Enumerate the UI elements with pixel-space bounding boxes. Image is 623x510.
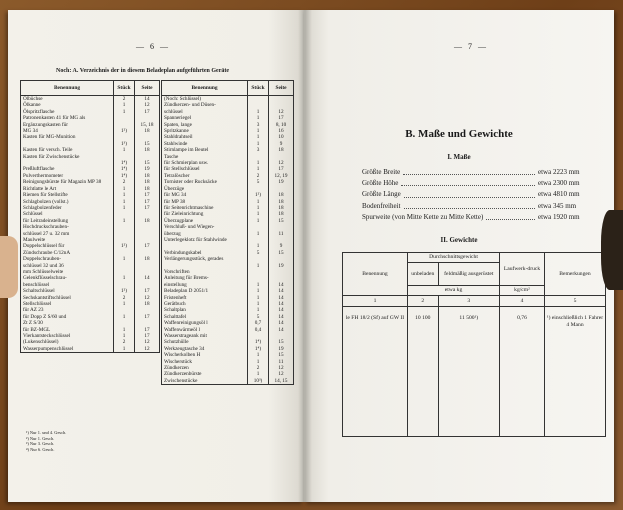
item-name: Schlagbolzenfeder	[21, 205, 114, 211]
inventory-table-b	[161, 80, 294, 385]
item-count: 1⁴)	[114, 173, 135, 179]
col-seite: Seite	[135, 81, 160, 96]
dimension-row	[362, 189, 592, 200]
header-unit: kg/cm²	[500, 286, 545, 296]
col-stueck: Stück	[114, 81, 135, 96]
item-name: Waffenwärmeöl l	[162, 327, 248, 333]
item-name: Kasten für versch. Teile	[21, 147, 114, 153]
item-page	[269, 96, 294, 103]
dimension-label: Größte Länge	[362, 190, 401, 199]
item-name: Verschluß- und Wiegen-	[162, 224, 248, 230]
item-count: 2	[248, 365, 269, 371]
col-benennung: Benennung	[21, 81, 114, 96]
item-page: 17	[135, 199, 160, 205]
item-page: 12	[135, 339, 160, 345]
row-feldmaessig: 11 500¹)	[438, 307, 499, 437]
item-name: Stirnlampe im Beutel	[162, 147, 248, 153]
item-count: 1³)	[114, 141, 135, 147]
item-name: Zündkerzenbürste	[162, 371, 248, 377]
item-name: Stellschlüssel	[21, 301, 114, 307]
item-count: 1	[114, 218, 135, 224]
item-page: 14	[135, 275, 160, 281]
item-page: 12	[269, 160, 294, 166]
item-page: 17	[135, 192, 160, 198]
table-row	[21, 96, 160, 103]
item-name: für Leitradeinstellung	[21, 218, 114, 224]
item-page: 15	[135, 160, 160, 166]
item-name: schlüssel 32 und 36	[21, 263, 114, 269]
item-name: Fristenheft	[162, 295, 248, 301]
item-count: 3	[248, 147, 269, 153]
item-count: 3	[248, 122, 269, 128]
holding-finger	[0, 236, 18, 298]
item-count: 1	[114, 109, 135, 115]
item-name: Anleitung für Brems-	[162, 275, 248, 281]
item-name: für BZ-MGL	[21, 327, 114, 333]
dimension-row	[362, 178, 592, 189]
item-name: MG 34	[21, 128, 114, 134]
item-page: 18	[269, 199, 294, 205]
subsection-title-masse: I. Maße	[447, 153, 471, 161]
item-name: für MG 34	[162, 192, 248, 198]
footnotes	[26, 430, 66, 452]
item-count: 1	[114, 102, 135, 108]
item-page: 15	[269, 339, 294, 345]
dimension-label: Größte Breite	[362, 168, 401, 176]
item-page: 19	[269, 263, 294, 269]
item-name: Wasserpumpenschlüssel	[21, 346, 114, 353]
footnote: ¹) Nur 1. und 4. Gesch.	[26, 430, 67, 435]
item-page: 17	[135, 109, 160, 115]
dimension-label: Bodenfreiheit	[362, 201, 401, 210]
item-count: 1²)	[248, 192, 269, 198]
footnote: ³) Nur 3. Gesch.	[26, 441, 55, 447]
right-page	[304, 10, 614, 502]
item-page: 14	[269, 301, 294, 307]
item-name: Schaltschlüssel	[21, 288, 114, 294]
dimension-row	[362, 201, 592, 212]
item-name: Zündschraube C/12nA	[21, 250, 114, 256]
item-page: 18	[135, 301, 160, 307]
item-name: Pulverthermometer	[21, 173, 114, 179]
item-count: 10³)	[248, 378, 269, 385]
item-count: 1	[248, 218, 269, 224]
inventory-table-a	[20, 80, 160, 353]
dimension-label: Größte Höhe	[362, 179, 399, 188]
dimension-row	[362, 212, 592, 223]
row-bemerkungen: ¹) einschließlich 1 Fahrer 4 Mann	[545, 307, 606, 437]
item-page: 15	[269, 352, 294, 358]
item-count: 0,7	[248, 320, 269, 326]
item-name: Überzugplane	[162, 218, 248, 224]
item-count: 5	[248, 250, 269, 256]
item-count: 1	[248, 295, 269, 301]
item-count: 1	[248, 263, 269, 269]
item-count: 1	[248, 128, 269, 134]
item-count: 1	[114, 192, 135, 198]
section-title: B. Maße und Gewichte	[405, 128, 513, 140]
item-page: 16	[269, 128, 294, 134]
header-unbeladen: unbeladen	[408, 263, 439, 286]
item-name: für Seitenrichtmaschine	[162, 205, 248, 211]
header-etwa-kg: etwa kg	[408, 286, 500, 296]
item-name: Ölbüchse	[21, 96, 114, 103]
item-name: Patronenkasten 41 für MG als	[21, 115, 114, 121]
item-page: 11	[269, 231, 294, 237]
item-page: 17	[135, 205, 160, 211]
item-name: Preßluftflasche	[21, 166, 114, 172]
item-page: 11	[269, 359, 294, 365]
dimension-value: etwa 1920 mm	[538, 212, 580, 221]
dimension-value: etwa 2300 mm	[538, 179, 580, 188]
table-row	[162, 378, 294, 385]
item-count: 1	[248, 141, 269, 147]
item-count: 1	[114, 205, 135, 211]
item-count: 1	[248, 199, 269, 205]
header-durchschnitt: Durchschnittsgewicht	[408, 253, 500, 263]
item-page: 18	[135, 128, 160, 134]
item-name: Überzüge	[162, 186, 248, 192]
dark-object-edge	[601, 210, 623, 290]
leader-dots	[486, 212, 535, 220]
item-count: 1	[248, 211, 269, 217]
item-page: 17	[135, 314, 160, 320]
item-count: 1²)	[114, 128, 135, 134]
leader-dots	[404, 189, 535, 197]
item-name: Maulweite	[21, 237, 114, 243]
dimension-value: etwa 4810 mm	[538, 190, 580, 199]
item-name: Schaltplan	[162, 307, 248, 313]
header-benennung: Benennung	[343, 253, 408, 296]
leader-dots	[403, 167, 535, 175]
item-count: 1	[248, 301, 269, 307]
col-number: 2	[408, 296, 439, 307]
item-count: 1	[114, 199, 135, 205]
item-page: 8, 10	[269, 122, 294, 128]
item-count: 5	[248, 314, 269, 320]
item-page: 12	[135, 102, 160, 108]
item-page: 18	[269, 192, 294, 198]
col-number: 4	[500, 296, 545, 307]
table-row	[21, 346, 160, 353]
item-name: für MP 38	[162, 199, 248, 205]
item-count: 2	[114, 339, 135, 345]
item-page: 14	[269, 327, 294, 333]
item-name: Unterlegeklotz für Stahlwinde	[162, 237, 248, 243]
item-page: 14	[269, 288, 294, 294]
item-page: 17	[135, 288, 160, 294]
leader-dots	[401, 178, 535, 186]
item-count: 2	[114, 179, 135, 185]
item-name: Richtlatte le Art	[21, 186, 114, 192]
item-count: 1²)	[114, 243, 135, 249]
item-page: 14	[269, 295, 294, 301]
item-name: schlüssel	[162, 109, 248, 115]
item-count: 1	[114, 314, 135, 320]
footnote: ⁴) Nur 6. Gesch.	[26, 446, 55, 452]
item-page: 18	[135, 147, 160, 153]
item-page: 14, 15	[269, 378, 294, 385]
item-name: Verlängerungsstück, gerades	[162, 256, 248, 262]
item-count: 2	[114, 295, 135, 301]
item-name: Werkzeugtasche 34	[162, 346, 248, 352]
col-stueck: Stück	[248, 81, 269, 96]
item-count: 1	[114, 333, 135, 339]
item-name: einstellung	[162, 282, 248, 288]
item-page: 14	[269, 314, 294, 320]
item-count: 1	[248, 160, 269, 166]
item-name: Wasserstrageank mit	[162, 333, 248, 339]
item-page: 18	[269, 205, 294, 211]
item-page: 12	[269, 365, 294, 371]
item-page: 12	[269, 109, 294, 115]
row-unbeladen: 10 100	[408, 307, 439, 437]
dimensions-list	[362, 167, 592, 223]
item-count: 1	[248, 231, 269, 237]
row-laufwerk: 0,76	[500, 307, 545, 437]
open-book	[8, 10, 614, 502]
item-count: 1	[114, 301, 135, 307]
item-page: 12	[269, 371, 294, 377]
item-name: Vierkantsteckschlüssel	[21, 333, 114, 339]
item-count: 2	[114, 96, 135, 103]
item-name: Wischerkolben H	[162, 352, 248, 358]
leader-dots	[404, 201, 536, 209]
item-name: Tasche	[162, 154, 248, 160]
item-name: Wischerstück	[162, 359, 248, 365]
page-number: — 7 —	[454, 42, 488, 51]
item-name: Spritzkanne	[162, 128, 248, 134]
weight-table	[342, 252, 606, 437]
item-name: Doppelschlüssel für	[21, 243, 114, 249]
item-page: 18	[269, 211, 294, 217]
item-name: Zündkerzen- und Düsen-	[162, 102, 248, 108]
inventory-heading: Noch: A. Verzeichnis der in diesem Beladeplan aufgeführten Geräte	[56, 68, 230, 74]
item-name: Schlüssel	[21, 211, 114, 217]
item-count: 1⁴)	[248, 346, 269, 352]
item-page: 14	[269, 307, 294, 313]
item-count: 1⁴)	[114, 160, 135, 166]
item-name: Spaten, lange	[162, 122, 248, 128]
item-count: 1	[114, 346, 135, 353]
item-count: 2	[248, 173, 269, 179]
item-name: Spanneriegel	[162, 115, 248, 121]
item-count: 1	[114, 186, 135, 192]
item-name: Zt Z S/30	[21, 320, 114, 326]
item-name: Kasten für MG-Munition	[21, 134, 114, 140]
item-name: Zwischenstücke	[162, 378, 248, 385]
item-page: 18	[269, 147, 294, 153]
item-name: (Noch: Schlüssel)	[162, 96, 248, 103]
item-page: 17	[135, 327, 160, 333]
item-name: Waffenreinigungsöl l	[162, 320, 248, 326]
item-page: 9	[269, 243, 294, 249]
item-name: Hochdruckschrauben-	[21, 224, 114, 230]
item-count: 1	[248, 359, 269, 365]
item-name: Beladeplan D 2051/1	[162, 288, 248, 294]
item-name: Sechskantstiftschlüssel	[21, 295, 114, 301]
header-bemerkungen: Bemerkungen	[545, 253, 606, 296]
item-page: 14	[135, 96, 160, 103]
item-count	[248, 96, 269, 103]
item-name: Reinigungsbürste für Magazin MP 38	[21, 179, 114, 185]
row-benennung: le FH 18/2 (Sf) auf GW II	[343, 307, 408, 437]
item-page: 12, 19	[269, 173, 294, 179]
item-page: 18	[135, 186, 160, 192]
item-name: Ölspritzflasche	[21, 109, 114, 115]
item-name: Zündkerzen	[162, 365, 248, 371]
header-feldmaessig: feldmäßig ausgerüstet	[438, 263, 499, 286]
item-count: 1	[248, 205, 269, 211]
col-number: 3	[438, 296, 499, 307]
item-count: 1	[248, 109, 269, 115]
item-count: 1⁴)	[114, 166, 135, 172]
item-count: 1	[248, 166, 269, 172]
item-page: 12	[135, 346, 160, 353]
item-page: 9	[269, 141, 294, 147]
item-count: 1	[114, 256, 135, 262]
item-count: 1⁴)	[248, 339, 269, 345]
item-name: Doppelschrauben-	[21, 256, 114, 262]
item-page: 14	[269, 320, 294, 326]
item-name: Gelenkflüsselschrau-	[21, 275, 114, 281]
item-count: 1	[114, 327, 135, 333]
table-row	[162, 96, 294, 103]
item-page: 15	[269, 218, 294, 224]
item-count: 0,4	[248, 327, 269, 333]
col-seite: Seite	[269, 81, 294, 96]
item-count: 1	[248, 282, 269, 288]
item-page: 19	[135, 166, 160, 172]
item-page: 17	[269, 115, 294, 121]
item-count: 1	[248, 352, 269, 358]
item-count: 1	[248, 243, 269, 249]
header-laufwerk: Laufwerk-druck	[500, 253, 545, 286]
item-page: 17	[135, 243, 160, 249]
item-name: für Stellschlüssel	[162, 166, 248, 172]
inventory-rows-a	[21, 96, 160, 353]
item-name: Kasten für Zwischenstücke	[21, 154, 114, 160]
subsection-title-gewichte: II. Gewichte	[440, 236, 478, 244]
dimension-value: etwa 345 mm	[538, 201, 577, 210]
item-name: Schutzhülle	[162, 339, 248, 345]
item-name: mm Schlüsselweite	[21, 269, 114, 275]
item-count: 1	[114, 147, 135, 153]
item-name: überzug	[162, 231, 248, 237]
item-name: Ölkanne	[21, 102, 114, 108]
item-count: 1	[248, 134, 269, 140]
item-name: benschlüssel	[21, 282, 114, 288]
item-page: 19	[269, 346, 294, 352]
item-name: Stahldrahtseil	[162, 134, 248, 140]
item-page: 18	[135, 256, 160, 262]
item-name: für Dopp Z S/60 und	[21, 314, 114, 320]
item-page: 18	[135, 218, 160, 224]
item-count: 5	[248, 179, 269, 185]
item-name: Riemen für Stellstifte	[21, 192, 114, 198]
item-name: schlüssel 27 u. 32 mm	[21, 231, 114, 237]
item-count: 1	[248, 371, 269, 377]
item-count: 1²)	[114, 288, 135, 294]
item-page: 19	[269, 179, 294, 185]
item-name: Tetralöscher	[162, 173, 248, 179]
item-page: 15, 18	[135, 122, 160, 128]
col-number: 5	[545, 296, 606, 307]
page-number: — 6 —	[136, 42, 170, 51]
item-name: Ergänzungskasten für	[21, 122, 114, 128]
footnote: ²) Nur 1. Gesch.	[26, 435, 55, 441]
item-page: 14	[269, 282, 294, 288]
item-count: 1	[114, 275, 135, 281]
item-name: Schalttafel	[162, 314, 248, 320]
book-spine	[298, 10, 312, 502]
item-count: 1	[248, 307, 269, 313]
item-page: 15	[135, 141, 160, 147]
item-name: (Lukenschlüssel)	[21, 339, 114, 345]
item-page: 12	[135, 295, 160, 301]
item-count: 1	[248, 288, 269, 294]
item-name: Gerätbuch	[162, 301, 248, 307]
item-page: 10	[269, 134, 294, 140]
item-page: 17	[269, 166, 294, 172]
col-number: 1	[343, 296, 408, 307]
item-name: für AZ 23	[21, 307, 114, 313]
item-name: Vorschriften	[162, 269, 248, 275]
item-name: Verbindungskabel	[162, 250, 248, 256]
item-name: Tornister oder Rucksäcke	[162, 179, 248, 185]
item-count: 1	[248, 115, 269, 121]
left-page	[8, 10, 304, 502]
item-page: 17	[135, 333, 160, 339]
item-name: Schlagbolzen (vollst.)	[21, 199, 114, 205]
col-benennung: Benennung	[162, 81, 248, 96]
item-page: 18	[135, 179, 160, 185]
dimension-label: Spurweite (von Mitte Kette zu Mitte Kette)	[362, 212, 484, 221]
item-page: 18	[135, 173, 160, 179]
item-name: für Schmierplan usw.	[162, 160, 248, 166]
item-name: für Zieleinrichtung	[162, 211, 248, 217]
item-page: 15	[269, 250, 294, 256]
dimension-row	[362, 167, 592, 178]
dimension-value: etwa 2223 mm	[538, 168, 580, 176]
inventory-rows-b	[162, 96, 294, 385]
item-name: Stahlwinde	[162, 141, 248, 147]
